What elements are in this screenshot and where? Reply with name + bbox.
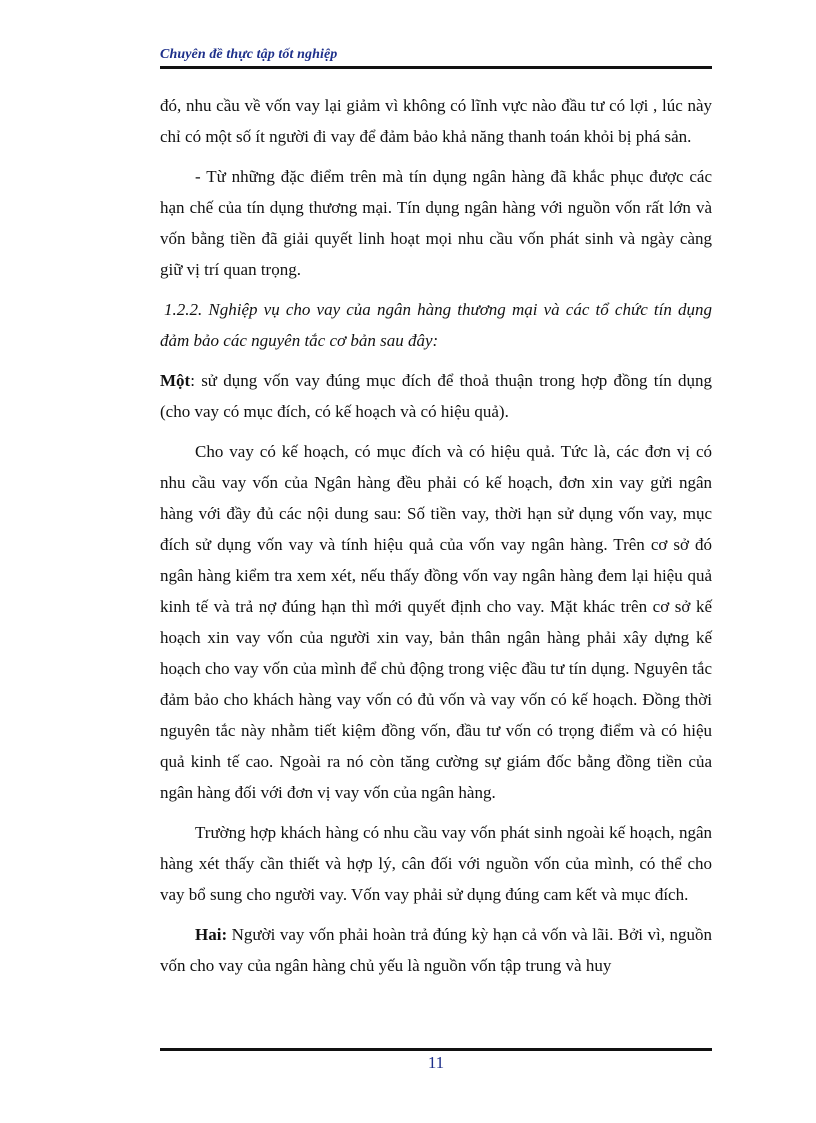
header-divider <box>160 66 712 69</box>
paragraph-6 <box>160 919 712 981</box>
principle-one-label: Một <box>160 371 191 390</box>
paragraph-1: đó, nhu cầu về vốn vay lại giảm vì không có lĩnh vực nào đầu tư có lợi , lúc này chỉ có một số ít người đi vay để đảm bảo khả năng thanh toán khỏi bị phá sản. <box>160 96 712 146</box>
paragraph-4: Cho vay có kế hoạch, có mục đích và có hiệu quả. Tức là, các đơn vị có nhu cầu vay vốn của Ngân hàng đều phải có kế hoạch, đơn xin vay gửi ngân hàng với đầy đủ các nội dung sau: Số tiền vay, thời hạn sử dụng vốn vay, mục đích sử dụng vốn vay và tính hiệu quả của vốn vay ngân hàng. Trên cơ sở đó ngân hàng kiểm tra xem xét, nếu thấy đồng vốn vay ngân hàng đem lại hiệu quả kinh tế và trả nợ đúng hạn thì mới quyết định cho vay. Mặt khác trên cơ sở kế hoạch xin vay vốn của người xin vay, bản thân ngân hàng phải xây dựng kế hoạch cho vay vốn của mình để chủ động trong việc đầu tư tín dụng. Nguyên tắc đảm bảo cho khách hàng vay vốn có đủ vốn và vay vốn có kế hoạch. Đồng thời nguyên tắc này nhằm tiết kiệm đồng vốn, đầu tư vốn có trọng điểm và có hiệu quả kinh tế cao. Ngoài ra nó còn tăng cường sự giám đốc bằng đồng tiền của ngân hàng đối với đơn vị vay vốn của ngân hàng. <box>160 442 712 802</box>
page-footer <box>160 1048 712 1073</box>
principle-two-label: Hai: <box>195 925 228 944</box>
footer-divider <box>160 1048 712 1051</box>
page-number: 11 <box>427 1053 445 1072</box>
header-title: Chuyên đề thực tập tốt nghiệp <box>160 47 338 62</box>
paragraph-5: Trường hợp khách hàng có nhu cầu vay vốn phát sinh ngoài kế hoạch, ngân hàng xét thấy cần thiết và hợp lý, cân đối với nguồn vốn của mình, có thể cho vay bổ sung cho người vay. Vốn vay phải sử dụng đúng cam kết và mục đích. <box>160 823 712 904</box>
paragraph-3 <box>160 365 712 427</box>
principle-one-text: : sử dụng vốn vay đúng mục đích để thoả thuận trong hợp đồng tín dụng (cho vay có mục đích, có kế hoạch và có hiệu quả). <box>160 371 712 421</box>
principle-two-text: Người vay vốn phải hoàn trả đúng kỳ hạn cả vốn và lãi. Bởi vì, nguồn vốn cho vay của ngân hàng chủ yếu là nguồn vốn tập trung và huy <box>160 925 712 975</box>
section-heading: 1.2.2. Nghiệp vụ cho vay của ngân hàng thương mại và các tổ chức tín dụng đảm bảo các nguyên tắc cơ bản sau đây: <box>160 300 712 350</box>
paragraph-2: - Từ những đặc điểm trên mà tín dụng ngân hàng đã khắc phục được các hạn chế của tín dụng thương mại. Tín dụng ngân hàng với nguồn vốn rất lớn và vốn bằng tiền đã giải quyết linh hoạt mọi nhu cầu vốn phát sinh và ngày càng giữ vị trí quan trọng. <box>160 167 712 279</box>
document-body <box>160 90 712 990</box>
page-header <box>160 46 712 69</box>
